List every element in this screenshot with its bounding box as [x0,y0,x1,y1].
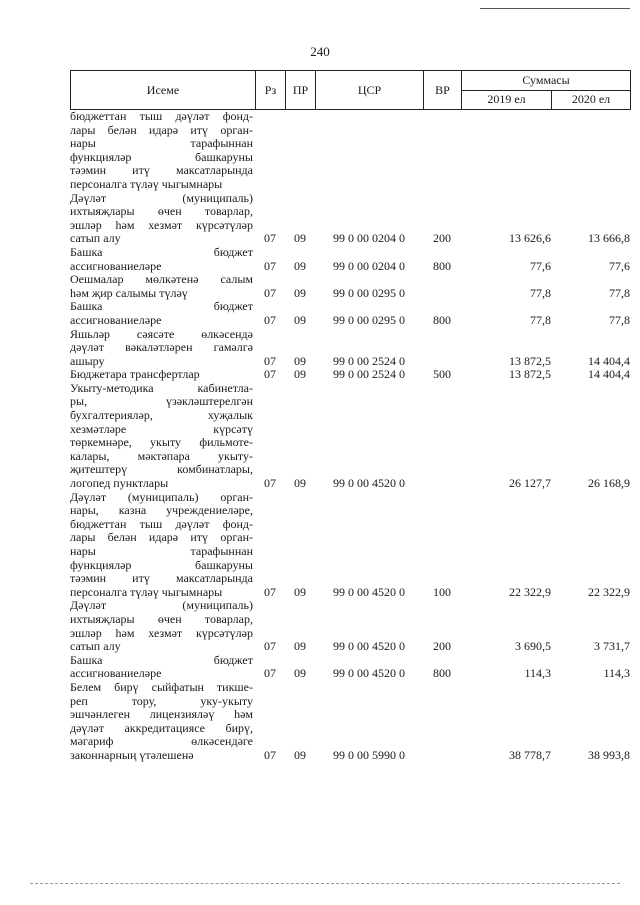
row-rz: 07 [264,353,276,368]
row-name [70,368,255,382]
row-sum-2019: 77,8 [530,312,551,327]
row-name-line: сатып алу [70,639,121,654]
row-csr: 99 0 00 4520 0 [333,666,405,681]
row-sum-2019: 77,6 [530,258,551,273]
row-pr: 09 [294,747,306,762]
table-row [70,300,630,327]
row-sum-2020: 26 168,9 [588,476,630,491]
row-sum-2019: 114,3 [524,666,551,681]
row-csr: 99 0 00 0204 0 [333,231,405,246]
row-sum-2019: 77,8 [530,285,551,300]
row-pr: 09 [294,476,306,491]
table-row [70,654,630,681]
row-sum-2019: 13 872,5 [509,367,551,382]
row-rz: 07 [264,312,276,327]
row-name [70,110,255,192]
row-name-line: тәэмин итү максатларында [70,571,253,586]
table-row [70,328,630,369]
row-name-line: ассигнованиеләре [70,666,162,681]
row-vr: 200 [433,231,451,246]
row-vr: 800 [433,312,451,327]
row-name-line: ассигнованиеләре [70,258,162,273]
row-name-line: ры, үзәкләштерелгән [70,394,253,409]
row-name-line: һәм җир салымы түләү [70,285,188,300]
table-row [70,491,630,600]
row-name [70,599,255,653]
row-name [70,273,255,300]
col-year2-header: 2020 ел [552,90,631,110]
row-name [70,491,255,600]
row-name-line: эшләр һәм хезмәт күрсәтүләр [70,217,253,232]
col-name-header: Исеме [71,71,256,110]
row-name-line: лары белән идарә итү орган- [70,530,253,545]
table-row [70,192,630,246]
row-name-line: Дәүләт (муниципаль) орган- [70,489,253,504]
row-csr: 99 0 00 4520 0 [333,639,405,654]
row-name-line: бухгалтерияләр, хуҗалык [70,408,253,423]
row-name-line: сатып алу [70,231,121,246]
row-name-line: функцияләр башкаруны [70,149,253,164]
row-csr: 99 0 00 4520 0 [333,476,405,491]
row-pr: 09 [294,639,306,654]
row-name-line: Дәүләт (муниципаль) [70,598,253,613]
row-name-line: логопед пунктлары [70,476,169,491]
row-name-line: функцияләр башкаруны [70,557,253,572]
row-name [70,246,255,273]
row-rz: 07 [264,367,276,382]
row-name [70,681,255,763]
row-csr: 99 0 00 0295 0 [333,312,405,327]
row-name-line: калары, мәктәпара укыту- [70,448,253,463]
row-name-line: Башка бюджет [70,652,253,667]
row-name [70,300,255,327]
page-number: 240 [310,44,330,59]
row-name-line: Дәүләт (муниципаль) [70,190,253,205]
row-pr: 09 [294,666,306,681]
row-rz: 07 [264,285,276,300]
row-sum-2020: 3 731,7 [594,639,630,654]
table-row [70,681,630,763]
row-vr: 100 [433,584,451,599]
row-name-line: тәэмин итү максатларында [70,163,253,178]
row-sum-2019: 26 127,7 [509,476,551,491]
row-csr: 99 0 00 2524 0 [333,353,405,368]
row-sum-2020: 14 404,4 [588,353,630,368]
row-name-line: Башка бюджет [70,299,253,314]
row-sum-2020: 77,6 [609,258,630,273]
row-name-line: төркемнәре, укыту фильмоте- [70,435,253,450]
row-pr: 09 [294,584,306,599]
row-name-line: персоналга түләү чыгымнары [70,176,223,191]
row-name-line: ашыру [70,353,105,368]
table-body [70,110,630,763]
row-name [70,328,255,369]
row-name-line: бюджеттан тыш дәүләт фонд- [70,516,253,531]
row-name [70,192,255,246]
row-rz: 07 [264,584,276,599]
row-sum-2020: 77,8 [609,312,630,327]
row-vr: 800 [433,258,451,273]
row-pr: 09 [294,367,306,382]
row-name-line: лары белән идарә итү орган- [70,122,253,137]
row-name-line: эшчәнлеген лицензияләү һәм [70,707,253,722]
row-sum-2020: 14 404,4 [588,367,630,382]
row-name-line: нары тарафыннан [70,544,253,558]
row-rz: 07 [264,747,276,762]
row-name-line: ихтыяҗлары өчен товарлар, [70,611,253,626]
row-rz: 07 [264,476,276,491]
row-rz: 07 [264,666,276,681]
row-name-line: Укыту-методика кабинетла- [70,380,253,395]
row-csr: 99 0 00 2524 0 [333,367,405,382]
row-sum-2020: 38 993,8 [588,747,630,762]
row-sum-2019: 3 690,5 [515,639,551,654]
row-name-line: персоналга түләү чыгымнары [70,584,223,599]
row-csr: 99 0 00 5990 0 [333,747,405,762]
row-vr: 200 [433,639,451,654]
row-pr: 09 [294,353,306,368]
row-pr: 09 [294,312,306,327]
row-rz: 07 [264,258,276,273]
row-name-line: мәгариф өлкәсендәге [70,734,253,749]
row-name-line: нары тарафыннан [70,136,253,151]
table-header [70,70,631,110]
row-name-line: ассигнованиеләре [70,312,162,327]
col-vr-header: ВР [424,71,462,110]
row-rz: 07 [264,639,276,654]
row-name-line: бюджеттан тыш дәүләт фонд- [70,109,253,123]
row-sum-2019: 13 626,6 [509,231,551,246]
row-pr: 09 [294,285,306,300]
col-rz-header: Рз [256,71,286,110]
row-rz: 07 [264,231,276,246]
row-csr: 99 0 00 4520 0 [333,584,405,599]
table-row [70,382,630,491]
row-sum-2020: 22 322,9 [588,584,630,599]
row-vr: 500 [433,367,451,382]
row-sum-2020: 77,8 [609,285,630,300]
row-vr: 800 [433,666,451,681]
row-name-line: дәүләт вәкаләтләрен гамәлгә [70,340,253,355]
row-name-line: нары, казна учреждениеләре, [70,503,253,518]
row-name-line: законнарның үтәлешенә [70,747,194,762]
row-name [70,382,255,491]
row-name-line: Бюджетара трансфертлар [70,367,200,382]
row-name-line: Башка бюджет [70,244,253,259]
row-pr: 09 [294,258,306,273]
row-name-line: Оешмалар мөлкәтенә салым [70,272,253,287]
row-name-line: эшләр һәм хезмәт күрсәтүләр [70,625,253,640]
col-sums-header: Суммасы [462,71,631,91]
row-sum-2019: 38 778,7 [509,747,551,762]
col-year1-header: 2019 ел [462,90,552,110]
row-name [70,654,255,681]
row-sum-2020: 13 666,8 [588,231,630,246]
table-row [70,368,630,382]
row-sum-2019: 22 322,9 [509,584,551,599]
row-pr: 09 [294,231,306,246]
row-csr: 99 0 00 0204 0 [333,258,405,273]
bottom-rule [30,883,620,884]
row-name-line: Яшьләр сәясәте өлкәсендә [70,326,253,341]
table-row [70,273,630,300]
table-row [70,246,630,273]
table-row [70,110,630,192]
row-name-line: җитештерү комбинатлары, [70,462,253,477]
row-name-line: реп тору, уку-укыту [70,693,253,708]
table-row [70,599,630,653]
row-name-line: хезмәтләре күрсәтү [70,421,253,436]
col-pr-header: ПР [286,71,316,110]
row-sum-2020: 114,3 [603,666,630,681]
row-name-line: Белем бирү сыйфатын тикше- [70,679,253,694]
row-sum-2019: 13 872,5 [509,353,551,368]
col-csr-header: ЦСР [316,71,424,110]
top-rule [480,8,630,9]
row-name-line: дәүләт аккредитациясе бирү, [70,720,253,735]
row-name-line: ихтыяҗлары өчен товарлар, [70,204,253,219]
row-csr: 99 0 00 0295 0 [333,285,405,300]
